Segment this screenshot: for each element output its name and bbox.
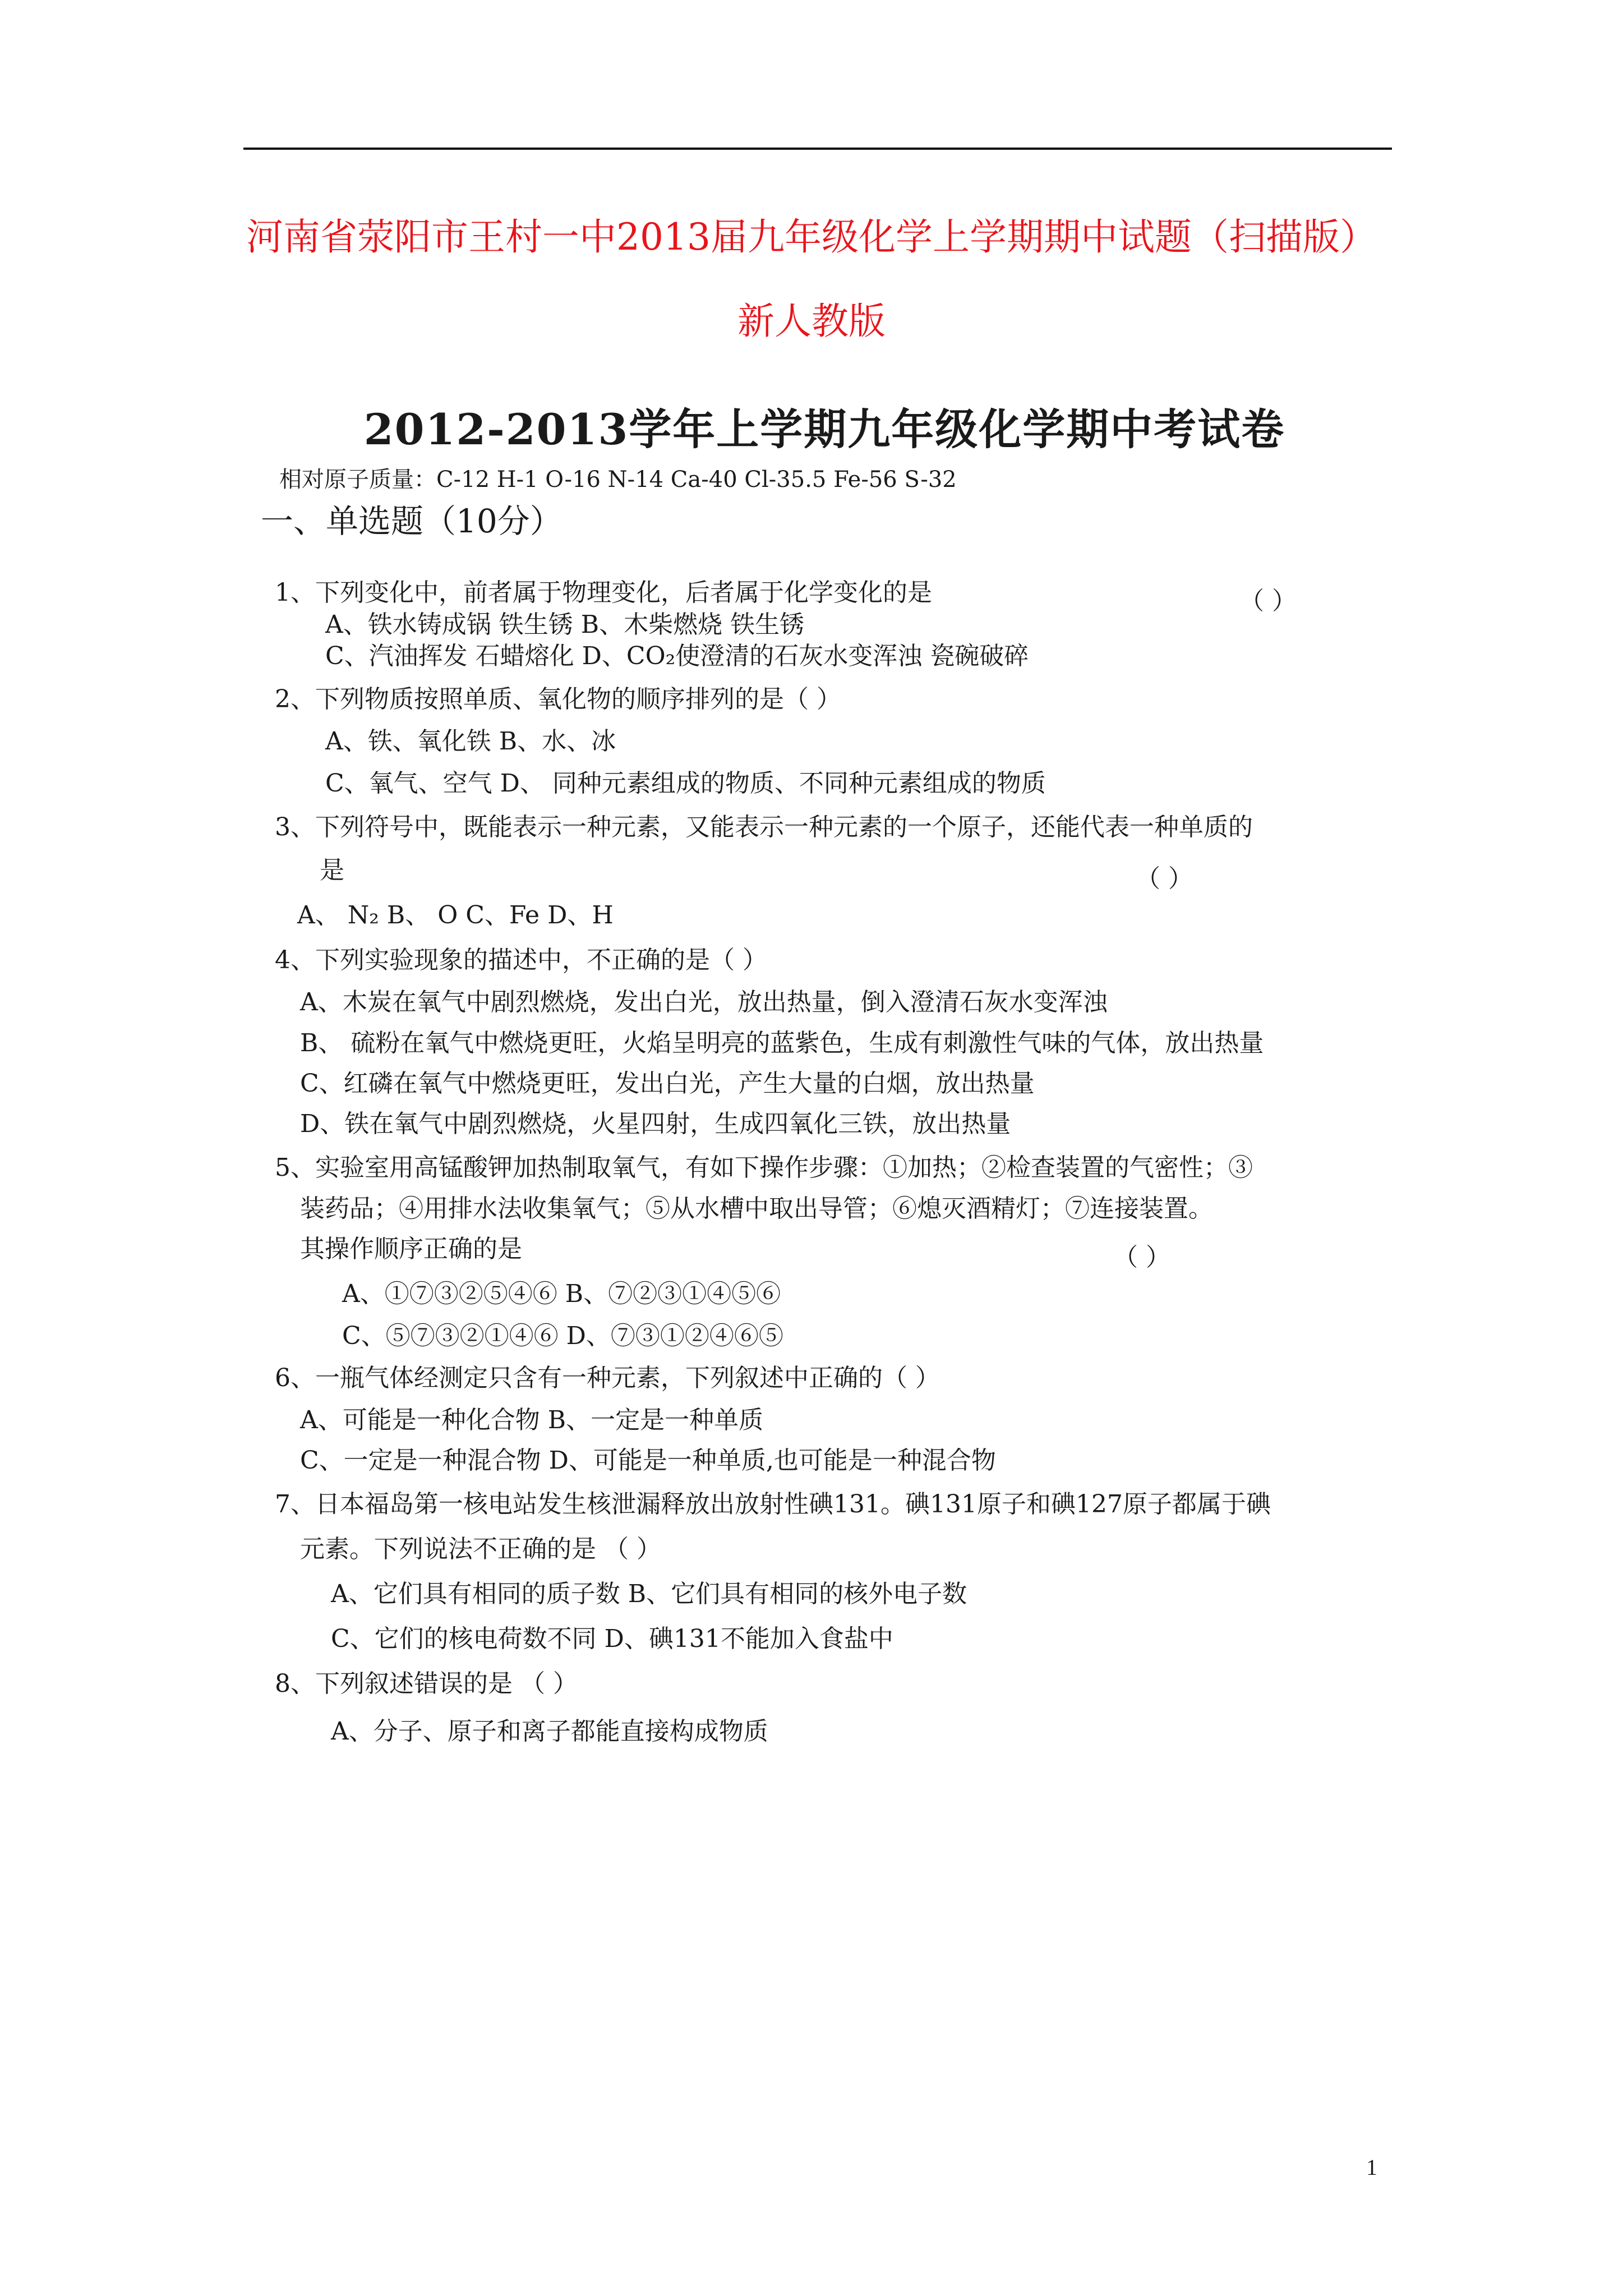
page-number: 1 xyxy=(1366,2155,1377,2180)
question-1: 1、下列变化中，前者属于物理变化，后者属于化学变化的是 xyxy=(275,578,932,607)
question-5-continued: 装药品；④用排水法收集氧气；⑤从水槽中取出导管；⑥熄灭酒精灯；⑦连接装置。 xyxy=(300,1194,1213,1223)
question-4: 4、下列实验现象的描述中，不正确的是（ ） xyxy=(275,946,767,974)
answer-bracket: （ ） xyxy=(1239,587,1297,615)
q1-options-cd: C、汽油挥发 石蜡熔化 D、CO₂使澄清的石灰水变浑浊 瓷碗破碎 xyxy=(325,642,1029,670)
section-heading: 一、单选题（10分） xyxy=(261,502,562,540)
question-5-continued: 其操作顺序正确的是 xyxy=(300,1235,522,1263)
q2-options-ab: A、铁、氧化铁 B、水、冰 xyxy=(325,727,616,756)
header-rule xyxy=(243,148,1392,150)
q8-option-a: A、分子、原子和离子都能直接构成物质 xyxy=(331,1717,768,1746)
q4-option-a: A、木炭在氧气中剧烈燃烧，发出白光，放出热量，倒入澄清石灰水变浑浊 xyxy=(300,988,1108,1016)
q5-options-cd: C、⑤⑦③②①④⑥ D、⑦③①②④⑥⑤ xyxy=(342,1322,783,1350)
document-subtitle: 新人教版 xyxy=(737,300,886,343)
q2-options-cd: C、氧气、空气 D、 同种元素组成的物质、不同种元素组成的物质 xyxy=(325,769,1046,798)
question-2: 2、下列物质按照单质、氧化物的顺序排列的是（ ） xyxy=(275,685,841,714)
q5-options-ab: A、①⑦③②⑤④⑥ B、⑦②③①④⑤⑥ xyxy=(342,1280,781,1308)
q7-options-cd: C、它们的核电荷数不同 D、碘131不能加入食盐中 xyxy=(331,1625,893,1653)
question-6: 6、一瓶气体经测定只含有一种元素，下列叙述中正确的（ ） xyxy=(275,1364,940,1392)
q6-options-ab: A、可能是一种化合物 B、一定是一种单质 xyxy=(300,1406,764,1434)
question-3: 3、下列符号中，既能表示一种元素，又能表示一种元素的一个原子，还能代表一种单质的 xyxy=(275,813,1253,841)
answer-bracket: （ ） xyxy=(1113,1243,1170,1272)
q4-option-b: B、 硫粉在氧气中燃烧更旺，火焰呈明亮的蓝紫色，生成有刺激性气味的气体，放出热量 xyxy=(300,1029,1264,1057)
atomic-masses: 相对原子质量：C-12 H-1 O-16 N-14 Ca-40 Cl-35.5 Fe-56 S-32 xyxy=(279,467,957,493)
q4-option-c: C、红磷在氧气中燃烧更旺，发出白光，产生大量的白烟，放出热量 xyxy=(300,1069,1035,1098)
answer-bracket: （ ） xyxy=(1136,864,1193,893)
exam-title: 2012-2013学年上学期九年级化学期中考试卷 xyxy=(363,404,1285,454)
question-7-continued: 元素。下列说法不正确的是 （ ） xyxy=(300,1535,661,1563)
q4-option-d: D、铁在氧气中剧烈燃烧，火星四射，生成四氧化三铁，放出热量 xyxy=(300,1110,1011,1138)
q3-options: A、 N₂ B、 O C、Fe D、H xyxy=(297,901,614,930)
question-5: 5、实验室用高锰酸钾加热制取氧气，有如下操作步骤：①加热；②检查装置的气密性；③ xyxy=(275,1153,1253,1182)
q1-options-ab: A、铁水铸成锅 铁生锈 B、木柴燃烧 铁生锈 xyxy=(325,610,805,639)
question-8: 8、下列叙述错误的是 （ ） xyxy=(275,1669,578,1698)
q7-options-ab: A、它们具有相同的质子数 B、它们具有相同的核外电子数 xyxy=(331,1580,967,1608)
document-title: 河南省荥阳市王村一中2013届九年级化学上学期期中试题（扫描版） xyxy=(246,215,1377,259)
question-7: 7、日本福岛第一核电站发生核泄漏释放出放射性碘131。碘131原子和碘127原子都属于碘 xyxy=(275,1490,1271,1519)
q6-options-cd: C、一定是一种混合物 D、可能是一种单质,也可能是一种混合物 xyxy=(300,1446,996,1475)
scanned-exam-image xyxy=(252,370,1396,1773)
question-3-continued: 是 xyxy=(320,856,344,885)
